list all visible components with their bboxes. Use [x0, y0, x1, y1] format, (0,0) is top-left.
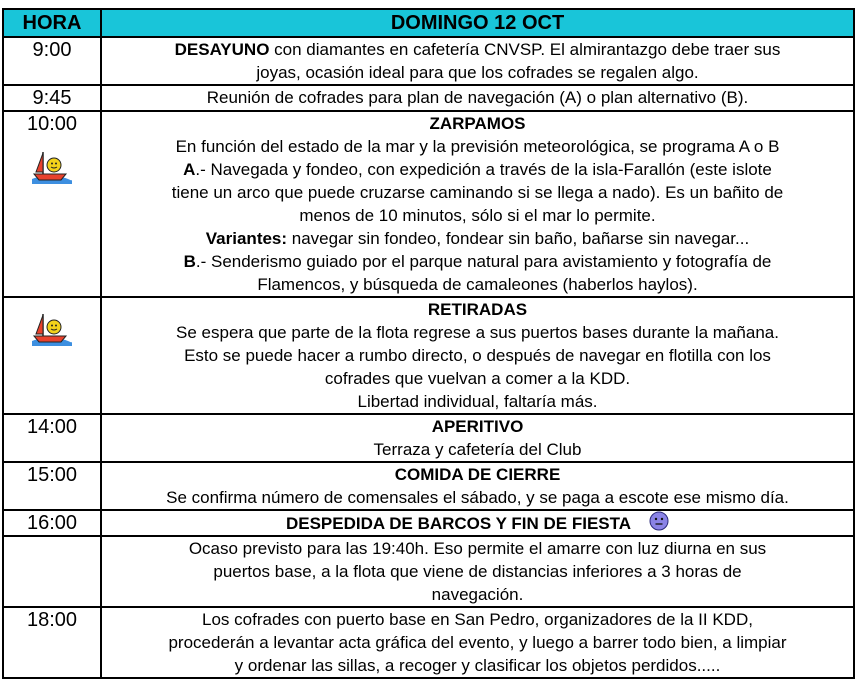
- activity-text: .- Senderismo guiado por el parque natural para avistamiento y fotografía de: [195, 252, 772, 271]
- activity-text: Terraza y cafetería del Club: [373, 440, 582, 459]
- row-activity: [101, 414, 854, 462]
- activity-bold: APERITIVO: [431, 417, 524, 436]
- activity-line: [108, 135, 847, 158]
- activity-text: navegación.: [431, 585, 524, 604]
- time-label: 9:00: [32, 39, 72, 61]
- activity-text: menos de 10 minutos, sólo si el mar lo permite.: [299, 206, 656, 225]
- activity-line: [108, 537, 847, 560]
- activity-text: procederán a levantar acta gráfica del evento, y luego a barrer todo bien, a limpiar: [168, 633, 787, 652]
- activity-text: navegar sin fondeo, fondear sin baño, bañarse sin navegar...: [287, 229, 750, 248]
- activity-line: [108, 390, 847, 413]
- activity-line: [108, 486, 847, 509]
- activity-text: En función del estado de la mar y la previsión meteorológica, se programa A o B: [175, 137, 780, 156]
- activity-text: joyas, ocasión ideal para que los cofrades se regalen algo.: [256, 63, 699, 82]
- schedule-table: [2, 8, 855, 679]
- time-label: 9:45: [32, 87, 72, 109]
- row-activity: [101, 607, 854, 678]
- row-activity: [101, 37, 854, 85]
- schedule-row: [3, 536, 854, 607]
- activity-line: [108, 158, 847, 181]
- row-activity: [101, 536, 854, 607]
- row-activity: [101, 462, 854, 510]
- day-header: DOMINGO 12 OCT: [101, 9, 854, 37]
- activity-text: Los cofrades con puerto base en San Pedro, organizadores de la II KDD,: [202, 610, 753, 629]
- sailboat-icon: [32, 148, 72, 184]
- activity-line: [108, 608, 847, 631]
- row-time: [3, 510, 101, 536]
- activity-bold: Variantes:: [205, 229, 288, 248]
- activity-line: [108, 438, 847, 461]
- activity-line: [108, 250, 847, 273]
- activity-line: [108, 38, 847, 61]
- schedule-row: [3, 414, 854, 462]
- activity-text: Esto se puede hacer a rumbo directo, o después de navegar en flotilla con los: [184, 346, 771, 365]
- activity-text: puertos base, a la flota que viene de distancias inferiores a 3 horas de: [213, 562, 742, 581]
- activity-text: .- Navegada y fondeo, con expedición a través de la isla-Farallón (este islote: [195, 160, 772, 179]
- activity-line: [108, 511, 847, 535]
- sailboat-icon: [32, 310, 72, 346]
- activity-line: [108, 583, 847, 606]
- row-time: [3, 85, 101, 111]
- activity-line: [108, 273, 847, 296]
- hora-header: HORA: [3, 9, 101, 37]
- activity-bold: B: [183, 252, 196, 271]
- activity-line: [108, 181, 847, 204]
- activity-text: Se espera que parte de la flota regrese a sus puertos bases durante la mañana.: [176, 323, 779, 342]
- schedule-row: [3, 37, 854, 85]
- schedule-row: [3, 297, 854, 414]
- activity-bold: A: [183, 160, 196, 179]
- activity-text: Flamencos, y búsqueda de camaleones (haberlos haylos).: [257, 275, 698, 294]
- activity-text: tiene un arco que puede cruzarse caminando si se llega a nado). Es un bañito de: [171, 183, 784, 202]
- activity-text: Libertad individual, faltaría más.: [357, 392, 598, 411]
- activity-line: [108, 112, 847, 135]
- activity-text: Se confirma número de comensales el sábado, y se paga a escote ese mismo día.: [166, 488, 789, 507]
- activity-text: con diamantes en cafetería CNVSP. El almirantazgo debe traer sus: [269, 40, 781, 59]
- time-label: 16:00: [26, 512, 78, 534]
- activity-line: [108, 344, 847, 367]
- activity-line: [108, 415, 847, 438]
- row-time: [3, 111, 101, 297]
- activity-text: cofrades que vuelvan a comer a la KDD.: [324, 369, 631, 388]
- row-time: [3, 536, 101, 607]
- activity-bold: DESPEDIDA DE BARCOS Y FIN DE FIESTA: [285, 514, 632, 533]
- row-time: [3, 37, 101, 85]
- activity-line: [108, 631, 847, 654]
- activity-line: [108, 560, 847, 583]
- schedule-row: [3, 111, 854, 297]
- activity-line: [108, 204, 847, 227]
- row-activity: [101, 510, 854, 536]
- row-activity: [101, 111, 854, 297]
- activity-line: [108, 654, 847, 677]
- row-activity: [101, 297, 854, 414]
- row-time: [3, 462, 101, 510]
- activity-line: [108, 227, 847, 250]
- activity-line: [108, 61, 847, 84]
- activity-line: [108, 367, 847, 390]
- activity-text: Ocaso previsto para las 19:40h. Eso permite el amarre con luz diurna en sus: [188, 539, 767, 558]
- activity-line: [108, 86, 847, 109]
- header-row: [3, 9, 854, 37]
- time-label: 14:00: [26, 416, 78, 438]
- schedule-row: [3, 85, 854, 111]
- activity-text: y ordenar las sillas, a recoger y clasificar los objetos perdidos.....: [234, 656, 721, 675]
- activity-line: [108, 321, 847, 344]
- activity-line: [108, 463, 847, 486]
- activity-bold: COMIDA DE CIERRE: [394, 465, 561, 484]
- schedule-row: [3, 510, 854, 536]
- row-time: [3, 607, 101, 678]
- activity-bold: ZARPAMOS: [429, 114, 526, 133]
- schedule-row: [3, 607, 854, 678]
- row-time: [3, 297, 101, 414]
- time-label: 15:00: [26, 464, 78, 486]
- time-label: 10:00: [26, 113, 78, 135]
- row-activity: [101, 85, 854, 111]
- neutral-face-icon: [649, 511, 669, 531]
- activity-bold: DESAYUNO: [174, 40, 270, 59]
- row-time: [3, 414, 101, 462]
- activity-text: Reunión de cofrades para plan de navegación (A) o plan alternativo (B).: [206, 88, 749, 107]
- activity-bold: RETIRADAS: [427, 300, 528, 319]
- time-label: 18:00: [26, 609, 78, 631]
- schedule-row: [3, 462, 854, 510]
- activity-line: [108, 298, 847, 321]
